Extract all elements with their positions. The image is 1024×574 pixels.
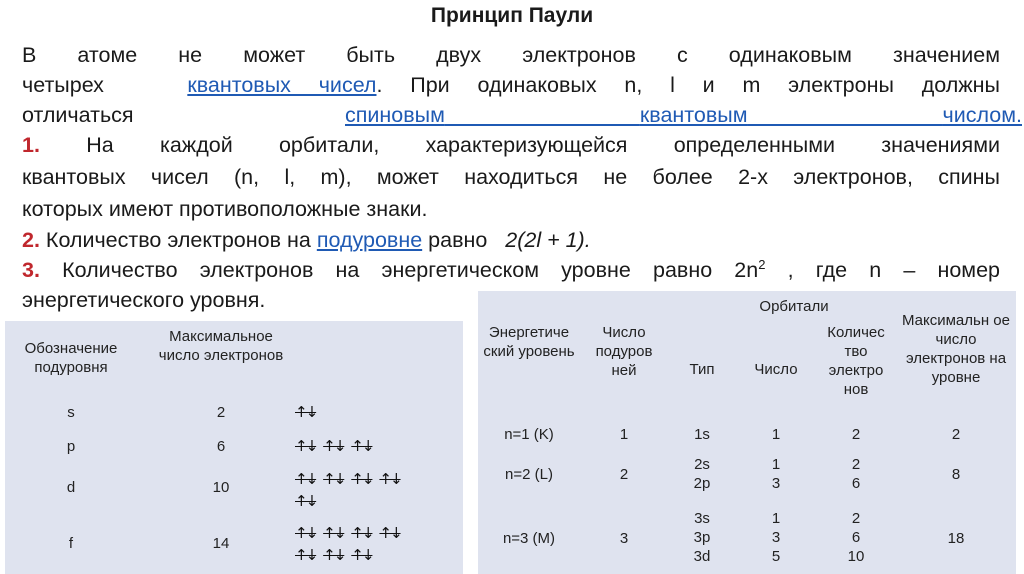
energy-level-table [478, 291, 1016, 574]
arrow-pair: ↑↓ [351, 524, 373, 542]
text-fragment: , где n – номер [787, 258, 1000, 282]
sublevel-table [5, 321, 463, 574]
header-max-per-level: Максимальн ое число электронов на уровне [902, 312, 1010, 386]
header-energy-level: Энергетиче ский уровень [483, 324, 575, 360]
orbital-arrows-s [295, 403, 323, 421]
header-orbitals: Орбитали [759, 298, 829, 315]
electrons-cell: 2 6 10 [847, 510, 865, 565]
rule-number: 1. [22, 133, 40, 157]
slide-title: Принцип Паули [430, 4, 594, 27]
arrow-pair: ↑↓ [379, 524, 401, 542]
link-word: числом. [942, 103, 1022, 127]
text-fragment: отличаться [22, 103, 134, 127]
arrow-pair: ↑↓ [295, 403, 317, 421]
rule-number: 3. [22, 258, 40, 282]
sublevel-p: p [66, 438, 76, 455]
header-count: Число [754, 361, 798, 378]
text-line-1: В атоме не может быть двух электронов с одинаковым значением [22, 43, 1000, 67]
link-sublevel[interactable]: подуровне [316, 228, 423, 252]
text-line-2 [22, 70, 1000, 100]
max-s: 2 [216, 404, 226, 421]
sublevel-count-cell: 1 [619, 426, 629, 443]
level-cell: n=1 (K) [504, 426, 554, 443]
level-cell: n=2 (L) [505, 466, 553, 483]
arrow-pair: ↑↓ [379, 470, 401, 488]
sublevel-d: d [66, 479, 76, 496]
header-electron-count: Количес тво электро нов [827, 324, 885, 398]
rule-3-line-1 [22, 255, 1000, 285]
text-fragment: Количество электронов на [45, 228, 311, 252]
max-f: 14 [212, 535, 230, 552]
electrons-cell: 2 6 [851, 456, 861, 492]
level-cell: n=3 (M) [502, 530, 556, 547]
max-cell: 2 [951, 426, 961, 443]
max-p: 6 [216, 438, 226, 455]
text-fragment: Количество электронов на энергетическом уровне равно 2n [62, 258, 759, 282]
electrons-cell: 2 [851, 426, 861, 443]
link-quantum-numbers[interactable]: квантовых чисел [187, 73, 377, 97]
text-fragment: . При одинаковых n, l и m электроны должны [376, 73, 1000, 97]
sublevel-count-cell: 2 [619, 466, 629, 483]
text-fragment: равно [428, 228, 488, 252]
arrow-pair: ↑↓ [323, 524, 345, 542]
formula: 2(2l + 1). [505, 228, 591, 252]
text-line-3 [22, 100, 1022, 130]
orbital-arrows-d [295, 468, 408, 512]
rule-2 [22, 225, 1000, 255]
arrow-pair: ↑↓ [351, 470, 373, 488]
text-fragment: четырех [22, 73, 104, 97]
header-sublevel: Обозначение подуровня [24, 340, 118, 376]
type-cell: 3s 3p 3d [693, 510, 711, 565]
text-fragment: На каждой орбитали, характеризующейся определенными значениями [86, 133, 1000, 157]
rule-number: 2. [22, 228, 40, 252]
arrow-pair: ↑↓ [295, 524, 317, 542]
link-word: спиновым [345, 103, 445, 127]
max-cell: 18 [947, 530, 965, 547]
rule-1-line-1 [22, 130, 1000, 160]
arrow-pair: ↑↓ [295, 437, 317, 455]
count-cell: 1 3 [771, 456, 781, 492]
header-max-electrons: Максимальное число электронов [158, 328, 284, 364]
arrow-pair: ↑↓ [323, 470, 345, 488]
sublevel-f: f [68, 535, 74, 552]
arrow-pair: ↑↓ [323, 546, 345, 564]
arrow-pair: ↑↓ [323, 437, 345, 455]
type-cell: 2s 2p [693, 456, 711, 492]
arrow-pair: ↑↓ [351, 546, 373, 564]
count-cell: 1 [771, 426, 781, 443]
max-cell: 8 [951, 466, 961, 483]
arrow-pair: ↑↓ [295, 470, 317, 488]
arrow-pair: ↑↓ [351, 437, 373, 455]
count-cell: 1 3 5 [771, 510, 781, 565]
orbital-arrows-p [295, 437, 379, 455]
type-cell: 1s [694, 426, 710, 443]
orbital-arrows-f [295, 522, 408, 566]
max-d: 10 [212, 479, 230, 496]
sublevel-s: s [67, 404, 75, 421]
link-spin-quantum-number[interactable] [345, 100, 1022, 130]
header-sublevel-count: Число подуров ней [595, 324, 653, 379]
rule-1-line-3: которых имеют противоположные знаки. [22, 197, 428, 221]
arrow-pair: ↑↓ [295, 546, 317, 564]
rule-3-line-2: энергетического уровня. [22, 288, 266, 312]
link-word: квантовым [639, 103, 748, 127]
rule-1-line-2: квантовых чисел (n, l, m), может находиться не более 2-х электронов, спины [22, 165, 1000, 189]
arrow-pair: ↑↓ [295, 492, 317, 510]
sublevel-count-cell: 3 [619, 530, 629, 547]
superscript: 2 [758, 256, 766, 272]
header-type: Тип [689, 361, 715, 378]
